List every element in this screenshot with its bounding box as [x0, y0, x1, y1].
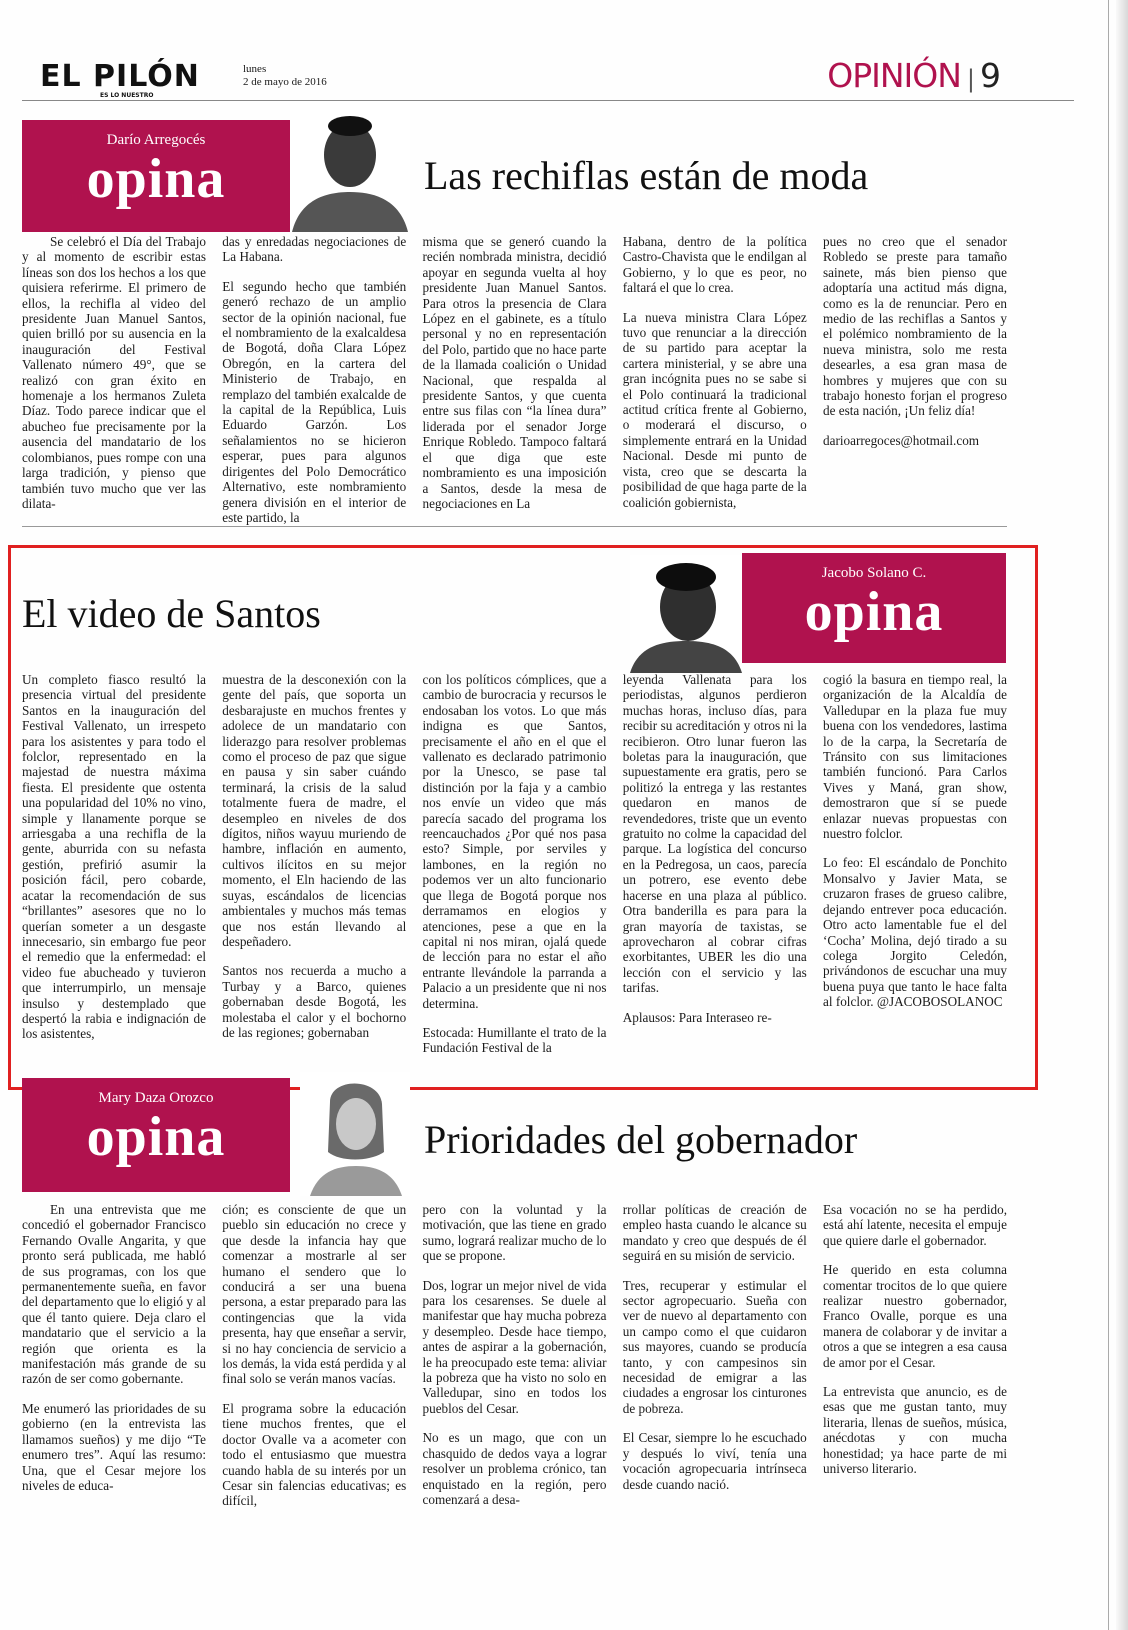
paragraph: leyenda Vallenata para los periodistas, algunos perdieron muchas horas, incluso días, para recibir su acreditación y otros ni la recibieron. Otro lunar fueron las boletas para la inauguración, que supuestamente era gratis, pero se politizó la entrega y las restantes quedaron en manos de revendedores, triste que un evento gratuito no colme la capacidad del parque. La logística del concurso en la Pedregosa, un caos, parecía un potrero, ese evento debe hacerse en una plaza al público. Otra banderilla es para para la gran mayoría de taxistas, se aprovecharon al cobrar cifras exorbitantes, UBER les dio una lección con el servicio y las tarifas. — [622, 672, 807, 996]
paragraph: pero con la voluntad y la motivación, que las tiene en grado sumo, logrará realizar mucho de lo que se propone. — [422, 1202, 607, 1264]
opina-box-1 — [22, 120, 290, 232]
paragraph: El Cesar, siempre lo he escuchado y después lo viví, tenía una vocación agropecuaria intrínseca desde cuando nació. — [622, 1430, 807, 1492]
paragraph: No es un mago, que con un chasquido de dedos vaya a lograr resolver un problema crónico, tan enquistado en la región, pero comenzará a desa- — [422, 1430, 607, 1507]
column-5 — [823, 672, 1007, 1056]
header-rule — [22, 100, 1074, 101]
column-2 — [222, 1202, 406, 1509]
column-3 — [423, 672, 607, 1056]
paragraph: Santos nos recuerda a mucho a Turbay y a Barco, quienes gobernaban desde Bogotá, les molestaba el calor y el bochorno de las regiones; gobernaban — [222, 963, 407, 1040]
paragraph: cogió la basura en tiempo real, la organización de la Alcaldía de Valledupar en la plaza fue muy buena con los vendedores, lastima lo de la carpa, la Secretaría de Tránsito con sus limitaciones también funcionó. Para Carlos Vives y Maná, gran show, demostraron que sí se puede enlazar nuevas propuestas con nuestro folclor. — [823, 672, 1007, 842]
masthead — [40, 59, 200, 99]
column-4 — [623, 234, 807, 525]
article-columns — [22, 1202, 1007, 1509]
paragraph: El segundo hecho que también generó rechazo de un amplio sector de la opinión nacional, fue el nombramiento de la exalcaldesa de Bogotá, doña Clara López Obregón, en la cartera del Ministerio de Trabajo, en remplazo del también exalcalde de la capital de la República, Luis Eduardo Garzón. Los señalamientos no se hicieron esperar, pues para algunos dirigentes del Polo Democrático Alternativo, este nombramiento genera división en el interior de este partido, la — [222, 278, 407, 525]
paragraph: Se celebró el Día del Trabajo y al momento de escribir estas líneas son dos los hechos a los que quisiera referirme. El primero de ellos, la rechifla al video del presidente Juan Manuel Santos, quien brilló por su ausencia en la inauguración del Festival Vallenato número 49°, que se realizó con gran éxito en homenaje a los hermanos Zuleta Díaz. Todo parece indicar que el abucheo fue precisamente por la ausencia del mandatario de los colombianos, pues rompe con una larga tradición, y pienso que también tuvo mucho que ver las dilata- — [22, 234, 206, 511]
paragraph: Aplausos: Para Interaseo re- — [622, 1009, 772, 1025]
section-title: OPINIÓN — [827, 56, 961, 95]
author-photo — [300, 1072, 410, 1196]
headline: Prioridades del gobernador — [424, 1117, 858, 1162]
section-header — [827, 56, 1000, 95]
dropcap-space — [22, 1202, 50, 1210]
headline: Las rechiflas están de moda — [424, 153, 869, 198]
article-columns — [22, 234, 1007, 525]
opina-box-2 — [742, 553, 1006, 663]
column-5 — [823, 234, 1007, 525]
dropcap-space — [22, 234, 50, 242]
paragraph: misma que se generó cuando la recién nombrada ministra, decidió apoyar en segunda vuelta al hoy presidente Juan Manuel Santos. Para otros la presencia de Clara López en el gabinete, es a título personal y no en representación del Polo, partido que no hace parte de la llamada coalición o Unidad Nacional, que respalda al presidente Santos, y que cuenta entre sus filas con “la línea dura” liderada por el senador Jorge Enrique Robledo. Tampoco faltará el que diga que este nombramiento es una imposición a Santos, desde la mesa de negociaciones en La — [422, 234, 607, 511]
column-1 — [22, 234, 206, 525]
paragraph: La nueva ministra Clara López tuvo que renunciar a la dirección de su partido para aceptar la cartera ministerial, y se abre una gran incógnita pues no se sabe si el Polo continuará la tradicional actitud crítica frente al Gobierno, o moderará el discurso, o simplemente entrará en la Unidad Nacional. Desde mi punto de vista, creo que se descarta la posibilidad de que haga parte de la coalición gobiernista, — [622, 309, 807, 510]
date-block — [243, 63, 327, 89]
column-3 — [423, 234, 607, 525]
author-name: Mary Daza Orozco — [98, 1090, 214, 1106]
logo-tagline: ES LO NUESTRO — [100, 92, 154, 99]
column-2 — [222, 234, 406, 525]
column-1 — [22, 1202, 206, 1509]
paragraph: muestra de la desconexión con la gente del país, que soporta un desbarajuste en muchos frentes y adolece de un mandatario con liderazgo para resolver problemas como el proceso de paz que sigue en pausa y sin saber cuándo terminará, la crisis de la salud totalmente fuera de madre, el desempleo en niveles de dos dígitos, niños wayuu muriendo de hambre, inflación en aumento, cultivos ilícitos en su mejor momento, el Eln haciendo de las suyas, escándalos de licencias ambientales y muchos más temas que nos están llevando al despeñadero. — [222, 672, 407, 949]
paragraph: La entrevista que anuncio, es de esas que me gustan tanto, muy literaria, llenas de sueños, música, anécdotas y con mucha honestidad; ya hace parte de mi universo literario. — [823, 1384, 1007, 1477]
paragraph: Lo feo: El escándalo de Ponchito Monsalvo y Javier Mata, se cruzaron frases de grueso calibre, dejando entrever poca educación. Otro acto lamentable fue el del ‘Cocha’ Molina, dejó tirado a su colega Jorgito Celedón, privándonos de escuchar una muy buena puya que tanto le hace falta al folclor. @JACOBOSOLANOC — [823, 855, 1007, 1010]
paragraph: El programa sobre la educación tiene muchos frentes, que el doctor Ovalle va a acometer con todo el entusiasmo que muestra cuando habla de su interés por un Cesar sin falencias educativas; es difícil, — [222, 1400, 407, 1509]
author-email: darioarregoces@hotmail.com — [823, 432, 980, 448]
newspaper-logo: EL PILÓN — [40, 59, 200, 94]
paragraph: pues no creo que el senador Robledo se preste para tamaño sainete, más bien pienso que adoptaría una actitud más digna, como es la de renunciar. Pero en medio de las rechiflas a Santos y el polémico nombramiento de la nueva ministra, solo me resta desearles, a esa gran masa de hombres y mujeres que con su trabajo honesto forjan el progreso de esta nación, ¡Un feliz día! — [823, 234, 1007, 419]
author-name: Darío Arregocés — [106, 132, 206, 148]
article-columns — [22, 672, 1007, 1056]
page-number: 9 — [980, 56, 1000, 95]
paragraph: Habana, dentro de la política Castro-Chavista que le endilgan al Gobierno, y lo que es peor, no faltará el que lo crea. — [622, 234, 807, 296]
issue-date: 2 de mayo de 2016 — [243, 76, 327, 88]
opina-label: opina — [86, 1106, 226, 1168]
paragraph: He querido en esta columna comentar trocitos de lo que quiere realizar nuestro gobernador, Franco Ovalle, porque es una manera de colaborar y de invitar a otros a que se integren a esa causa de amor por el Cesar. — [823, 1262, 1007, 1370]
paragraph: En una entrevista que me concedió el gobernador Francisco Fernando Ovalle Angarita, y que pronto será publicada, me habló de sus programas, con los que permanentemente sueña, en favor del departamento que lo eligió y al que él tanto quiere. Deja claro el mandatario que el servicio a la región que orienta es la manifestación más grande de su razón de ser como gobernante. — [22, 1202, 206, 1387]
opina-box-3 — [22, 1078, 290, 1192]
column-1 — [22, 672, 206, 1056]
section-divider — [22, 526, 1007, 527]
opina-label: opina — [804, 581, 944, 643]
issue-day: lunes — [243, 63, 267, 75]
paragraph: rrollar políticas de creación de empleo hasta cuando le alcance su mandato y creo que después de él seguirá en su misión de servicio. — [622, 1202, 807, 1264]
column-4 — [623, 672, 807, 1056]
section-separator: | — [966, 65, 974, 93]
paragraph: Dos, lograr un mejor nivel de vida para los cesarenses. Se duele al manifestar que hay mucha pobreza y desempleo. Desde hace tiempo, antes de aspirar a la gobernación, le ha preocupado este tema: aliviar la pobreza que ha visto no solo en Valledupar, sino en todos los pueblos del Cesar. — [422, 1277, 607, 1416]
column-3 — [423, 1202, 607, 1509]
author-photo — [630, 555, 742, 673]
paragraph: Esa vocación no se ha perdido, está ahí latente, necesita el empuje que quiere darle el gobernador. — [823, 1202, 1007, 1248]
paragraph: con los políticos cómplices, que a cambio de burocracia y recursos le endosaban los votos. Lo que más indigna es que Santos, precisamente el año en el que el vallenato es declarado patrimonio por la Unesco, se pase tal distinción por la faja y a cambio nos envíe un video que más parecía sacado del programa los reencauchados ¿Por qué nos pasa esto? Simple, por serviles y lambones, en la región no podemos ver un alto funcionario que llega de Bogotá porque nos derramamos en elogios y atenciones, pese a que en la capital ni nos miran, ojalá quede de lección para no estar el año entrante llevándole la parranda a Palacio a un presidente que ni nos determina. — [422, 672, 607, 1011]
paragraph: Un completo fiasco resultó la presencia virtual del presidente Santos en la inauguración del Festival Vallenato, un irrespeto para los asistentes y para todo el folclor, representado en la majestad de nuestra máxima fiesta. El presidente que ostenta una popularidad del 10% no vino, simple y llanamente porque se arriesgaba a una rechifla de la gente, aburrida con su nefasta gestión, prefirió asumir la posición fácil, pero cobarde, acatar la recomendación de sus “brillantes” asesores que no lo querían someter a un desgaste innecesario, sin embargo fue peor el remedio que la enfermedad: el video fue abucheado y tuvieron que interrumpirlo, un mensaje insulso y destemplado que despertó la rabia e indignación de los asistentes, — [22, 672, 206, 1042]
headline: El video de Santos — [22, 591, 321, 636]
author-name: Jacobo Solano C. — [821, 565, 927, 581]
page-edge-shadow — [1116, 0, 1128, 1630]
paragraph: Me enumeró las prioridades de su gobierno (en la entrevista las llamamos sueños) y me dijo “Te enumero tres”. Aquí las resumo: Una, que el Cesar mejore los niveles de educa- — [22, 1400, 206, 1493]
paragraph: Estocada: Humillante el trato de la Fundación Festival de la — [422, 1024, 607, 1056]
paragraph: Tres, recuperar y estimular el sector agropecuario. Sueña con ver de nuevo al departamento con un campo como el que cuidaron sus mayores, cuando se producía tanto, y con campesinos sin necesidad de emigrar a las ciudades a engrosar los cinturones de pobreza. — [622, 1277, 807, 1416]
column-4 — [623, 1202, 807, 1509]
opina-label: opina — [86, 148, 226, 210]
paragraph: ción; es consciente de que un pueblo sin educación no crece y que desde la infancia hay que comenzar a mostrarle al ser humano el sendero que lo conducirá a ser una buena persona, a estar preparado para las contingencias que la vida presenta, hay que enseñar a servir, si no hay conciencia de servicio a los demás, la vida está perdida y al final solo se verán manos vacías. — [222, 1202, 407, 1387]
page-fold-line — [1108, 0, 1109, 1630]
column-5 — [823, 1202, 1007, 1509]
paragraph: das y enredadas negociaciones de La Habana. — [222, 234, 407, 265]
author-photo — [290, 110, 410, 232]
column-2 — [222, 672, 406, 1056]
